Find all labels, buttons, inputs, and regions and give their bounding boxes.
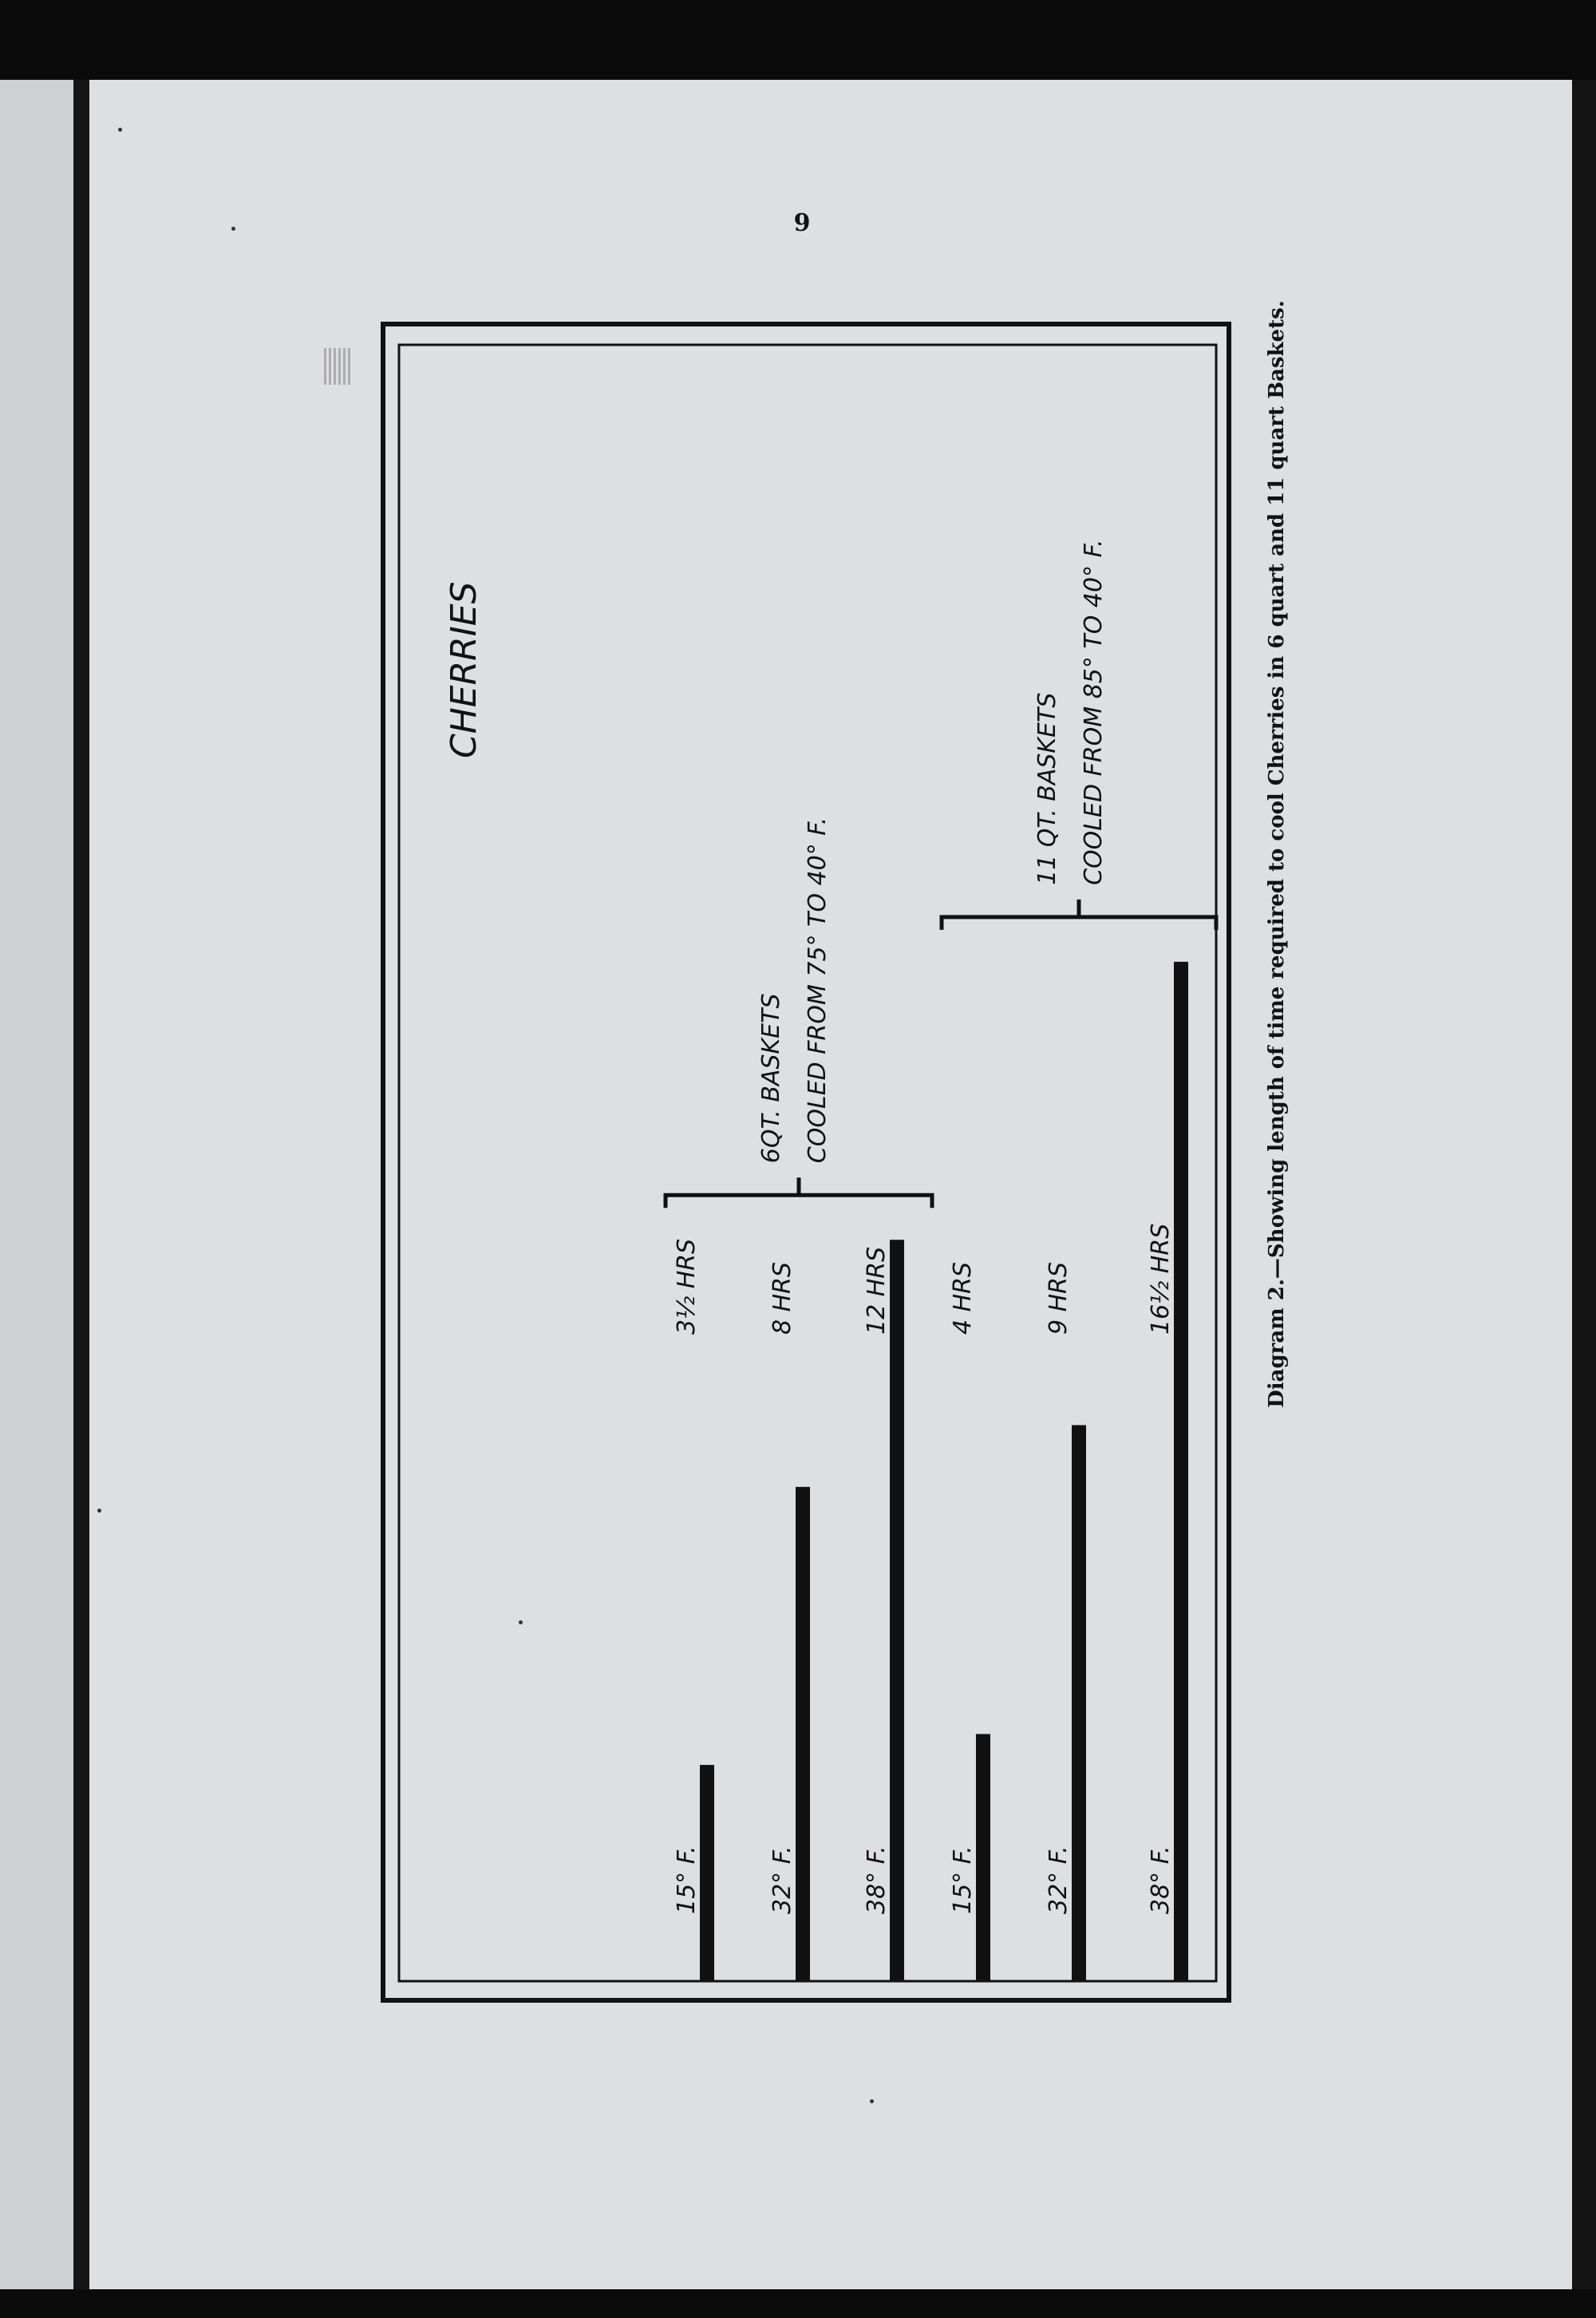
category-label: 32° F. — [768, 1845, 796, 1914]
group-label: 6QT. BASKETS — [757, 993, 785, 1164]
group-label: COOLED FROM 85° TO 40° F. — [1080, 539, 1108, 885]
labels-layer — [666, 539, 1216, 1914]
value-label: 12 HRS — [863, 1246, 891, 1335]
value-label: 8 HRS — [768, 1261, 796, 1335]
category-label: 32° F. — [1045, 1845, 1073, 1914]
figure-caption: Diagram 2.—Showing length of time required to cool Cherries in 6 quart and 11 quart Baskets. — [1265, 300, 1289, 1408]
group-bracket — [666, 1177, 932, 1208]
page-number: 9 — [793, 209, 811, 237]
group-label: 11 QT. BASKETS — [1033, 692, 1061, 885]
bar — [1174, 962, 1188, 1981]
bar — [890, 1240, 904, 1981]
bar — [700, 1765, 714, 1981]
category-label: 15° F. — [673, 1845, 701, 1914]
group-bracket — [942, 900, 1216, 930]
value-label: 9 HRS — [1045, 1261, 1073, 1335]
chart-title: CHERRIES — [444, 581, 484, 758]
category-label: 38° F. — [1147, 1845, 1175, 1914]
value-label: 3½ HRS — [673, 1238, 701, 1335]
value-label: 4 HRS — [949, 1261, 977, 1335]
bar — [976, 1734, 990, 1981]
value-label: 16½ HRS — [1147, 1223, 1175, 1335]
bar — [796, 1487, 810, 1981]
group-label: COOLED FROM 75° TO 40° F. — [804, 817, 832, 1164]
bar — [1072, 1425, 1086, 1981]
category-label: 38° F. — [863, 1845, 891, 1914]
category-label: 15° F. — [949, 1845, 977, 1914]
